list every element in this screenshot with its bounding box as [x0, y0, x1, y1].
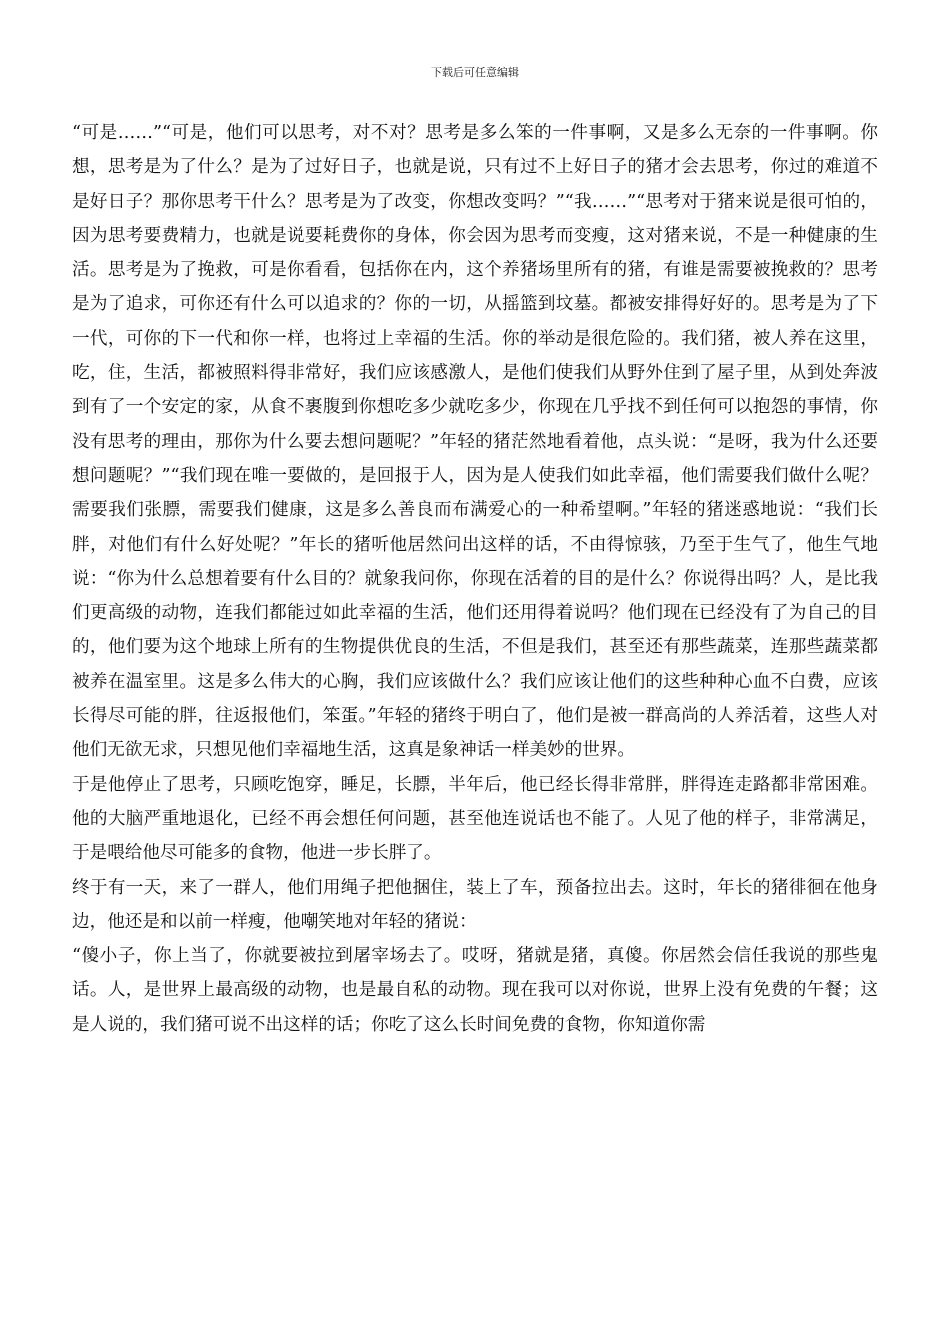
page-header: 下载后可任意编辑: [431, 66, 519, 79]
paragraph: 终于有一天，来了一群人，他们用绳子把他捆住，装上了车，预备拉出去。这时，年长的猪徘徊在他身边，他还是和以前一样瘦，他嘲笑地对年轻的猪说：: [72, 877, 878, 932]
paragraph: 于是他停止了思考，只顾吃饱穿，睡足，长膘，半年后，他已经长得非常胖，胖得连走路都非常困难。他的大脑严重地退化，已经不再会想任何问题，甚至他连说话也不能了。人见了他的样子，非常满足，于是喂给他尽可能多的食物，他进一步长胖了。: [72, 774, 878, 864]
document-body: [72, 116, 878, 1042]
paragraph: “可是……”“可是，他们可以思考，对不对？思考是多么笨的一件事啊，又是多么无奈的一件事啊。你想，思考是为了什么？是为了过好日子，也就是说，只有过不上好日子的猪才会去思考，你过的难道不是好日子？那你思考干什么？思考是为了改变，你想改变吗？”“我……”“思考对于猪来说是很可怕的，因为思考要费精力，也就是说要耗费你的身体，你会因为思考而变瘦，这对猪来说，不是一种健康的生活。思考是为了挽救，可是你看看，包括你在内，这个养猪场里所有的猪，有谁是需要被挽救的？思考是为了追求，可你还有什么可以追求的？你的一切，从摇篮到坟墓。都被安排得好好的。思考是为了下一代，可你的下一代和你一样，也将过上幸福的生活。你的举动是很危险的。我们猪，被人养在这里，吃，住，生活，都被照料得非常好，我们应该感激人，是他们使我们从野外住到了屋子里，从到处奔波到有了一个安定的家，从食不裹腹到你想吃多少就吃多少，你现在几乎找不到任何可以抱怨的事情，你没有思考的理由，那你为什么要去想问题呢？”年轻的猪茫然地看着他，点头说：“是呀，我为什么还要想问题呢？”“我们现在唯一要做的，是回报于人，因为是人使我们如此幸福，他们需要我们做什么呢？需要我们张膘，需要我们健康，这是多么善良而布满爱心的一种希望啊。”年轻的猪迷惑地说：“我们长胖，对他们有什么好处呢？”年长的猪听他居然问出这样的话，不由得惊骇，乃至于生气了，他生气地说：“你为什么总想着要有什么目的？就象我问你，你现在活着的目的是什么？你说得出吗？人，是比我们更高级的动物，连我们都能过如此幸福的生活，他们还用得着说吗？他们现在已经没有了为自己的目的，他们要为这个地球上所有的生物提供优良的生活，不但是我们，甚至还有那些蔬菜，连那些蔬菜都被养在温室里。这是多么伟大的心胸，我们应该做什么？我们应该让他们的这些种种心血不白费，应该长得尽可能的胖，往返报他们，笨蛋。”年轻的猪终于明白了，他们是被一群高尚的人养活着，这些人对他们无欲无求，只想见他们幸福地生活，这真是象神话一样美妙的世界。: [72, 123, 878, 761]
paragraph: “傻小子，你上当了，你就要被拉到屠宰场去了。哎呀，猪就是猪，真傻。你居然会信任我说的那些鬼话。人，是世界上最高级的动物，也是最自私的动物。现在我可以对你说，世界上没有免费的午餐；这是人说的，我们猪可说不出这样的话；你吃了这么长时间免费的食物，你知道你需: [72, 946, 878, 1035]
